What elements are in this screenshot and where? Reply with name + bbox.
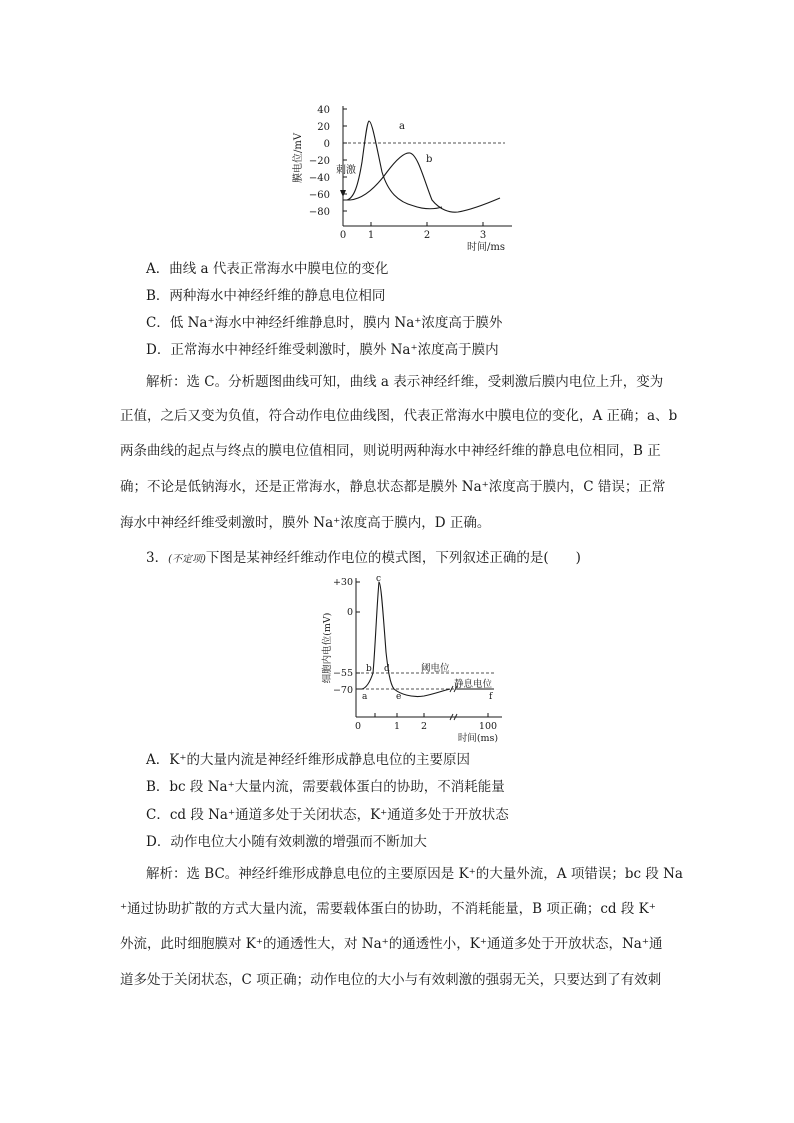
y-axis-label: 膜电位/mV [293,132,304,184]
q2-analysis-line: 解析：选 C。分析题图曲线可知，曲线 a 表示神经纤维，受刺激后膜内电位上升，变为 [146,374,664,390]
q3-stem-text: 下图是某神经纤维动作电位的模式图，下列叙述正确的是( ) [205,550,581,566]
y-tick: 40 [317,105,330,116]
q3-analysis-line: 道多处于关闭状态，C 项正确；动作电位的大小与有效刺激的强弱无关，只要达到了有效刺 [120,972,662,988]
point-label: a [362,692,368,702]
point-label: e [396,692,402,702]
q2-option-b: B．两种海水中神经纤维的静息电位相同 [146,288,386,304]
curve-b [343,153,500,212]
q2-analysis-line: 两条曲线的起点与终点的膜电位值相同，则说明两种海水中神经纤维的静息电位相同，B 正 [120,443,661,459]
y-axis-label: 细胞内电位(mV) [322,612,333,684]
y-tick: −80 [308,207,330,218]
q3-option-d: D．动作电位大小随有效刺激的增强而不断加大 [146,834,427,850]
q2-analysis-line: 确；不论是低钠海水，还是正常海水，静息状态都是膜外 Na⁺浓度高于膜内，C 错误；正常 [120,479,666,495]
y-tick: −70 [332,685,353,696]
point-label: f [489,692,493,702]
q3-option-b: B．bc 段 Na⁺大量内流，需要载体蛋白的协助，不消耗能量 [146,779,505,795]
y-tick: 0 [346,607,353,618]
x-tick: 1 [393,721,401,732]
y-tick: −60 [308,190,330,201]
point-label: c [376,574,382,584]
x-tick: 0 [354,721,362,732]
y-tick: −20 [308,156,330,167]
x-tick: 2 [423,230,431,241]
y-tick: 0 [323,139,330,150]
q2-option-c: C．低 Na⁺海水中神经纤维静息时，膜内 Na⁺浓度高于膜外 [146,315,503,331]
x-tick: 3 [479,230,487,241]
action-potential-curve [358,582,450,697]
q2-analysis-line: 海水中神经纤维受刺激时，膜外 Na⁺浓度高于膜内，D 正确。 [120,515,491,531]
x-tick: 100 [478,721,498,732]
point-label: b [366,664,372,674]
q2-option-a: A．曲线 a 代表正常海水中膜电位的变化 [146,261,389,277]
q3-stem [146,548,581,570]
curve-b-label: b [426,154,433,165]
q2-analysis-line: 正值，之后又变为负值，符合动作电位曲线图，代表正常海水中膜电位的变化，A 正确；a、b [120,408,678,424]
y-tick: +30 [332,577,353,588]
y-tick: −40 [308,173,330,184]
x-tick: 2 [420,721,428,732]
figure-action-potential [318,572,518,747]
q3-type-tag: (不定项) [168,554,206,565]
q2-option-d: D．正常海水中神经纤维受刺激时，膜外 Na⁺浓度高于膜内 [146,342,499,358]
q3-analysis-line: ⁺通过协助扩散的方式大量内流，需要载体蛋白的协助，不消耗能量，B 项正确；cd 段 K⁺ [120,901,656,917]
resting-label: 静息电位 [454,679,493,690]
x-axis-label: 时间(ms) [457,733,499,744]
x-tick: 0 [339,230,347,241]
q3-analysis-line: 外流，此时细胞膜对 K⁺的通透性大，对 Na⁺的通透性小，K⁺通道多处于开放状态，Na⁺通 [120,936,663,952]
curve-a-label: a [399,121,405,132]
y-tick: 20 [317,122,330,133]
point-label: d [384,664,390,674]
stimulus-label: 刺激 [336,165,356,176]
y-tick: −55 [332,668,353,679]
threshold-label: 阈电位 [421,663,450,674]
x-axis-label: 时间/ms [467,242,505,253]
q3-option-c: C．cd 段 Na⁺通道多处于关闭状态，K⁺通道多处于开放状态 [146,807,509,823]
q3-option-a: A．K⁺的大量内流是神经纤维形成静息电位的主要原因 [146,752,470,768]
x-tick: 1 [367,230,375,241]
figure-membrane-potential [290,100,530,255]
q3-analysis-line: 解析：选 BC。神经纤维形成静息电位的主要原因是 K⁺的大量外流，A 项错误；bc 段 Na [146,866,683,882]
q3-number: 3． [146,550,169,566]
